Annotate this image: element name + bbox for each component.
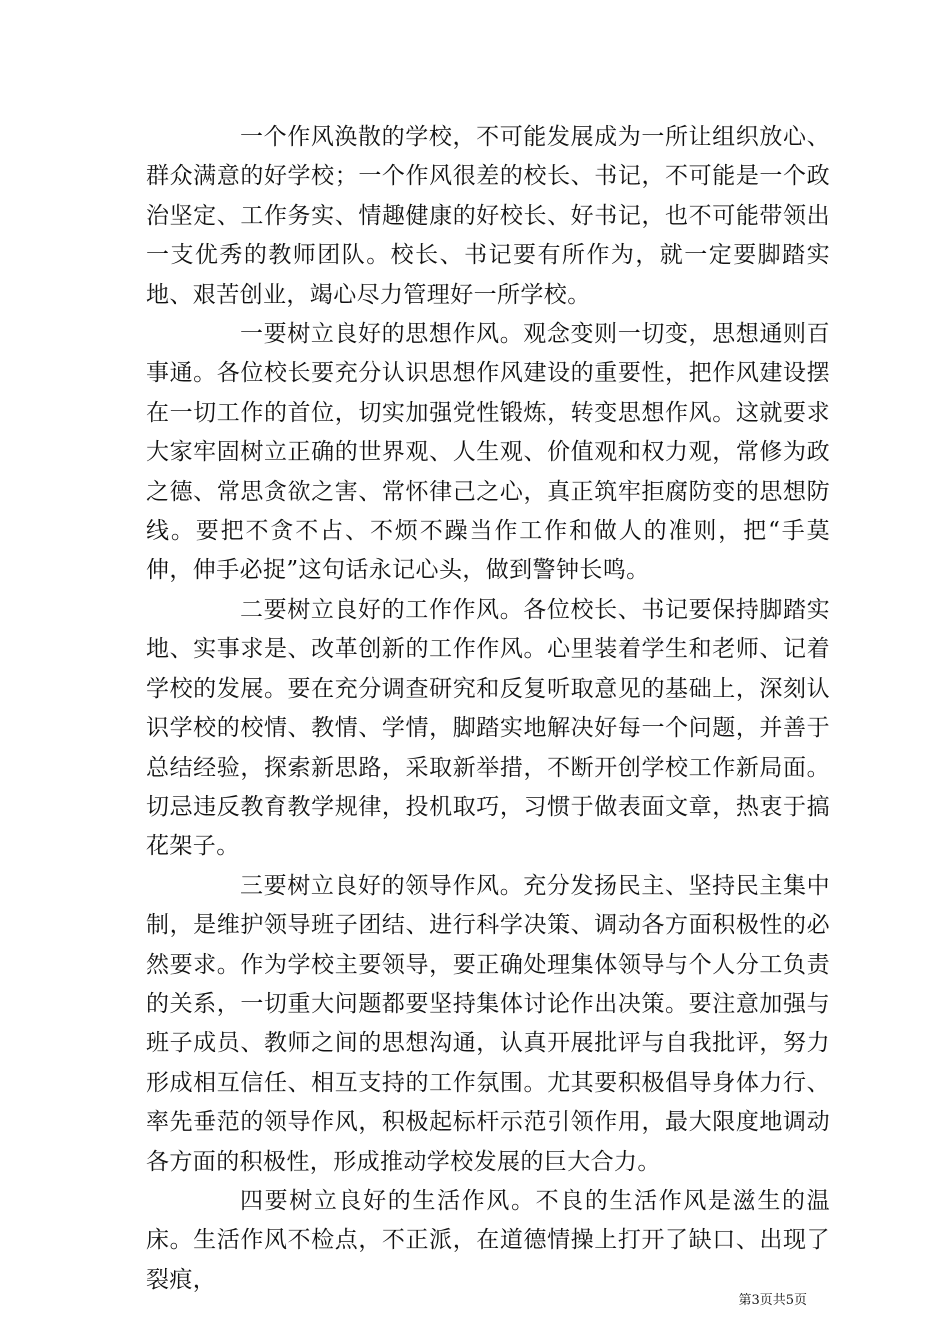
paragraph-life-style: 四要树立良好的生活作风。不良的生活作风是滋生的温床。生活作风不检点，不正派，在道德情操上打开了缺口、出现了裂痕， bbox=[146, 1187, 830, 1293]
document-body bbox=[146, 118, 830, 1300]
paragraph-work-style: 二要树立良好的工作作风。各位校长、书记要保持脚踏实地、实事求是、改革创新的工作作风。心里装着学生和老师、记着学校的发展。要在充分调查研究和反复听取意见的基础上，深刻认识学校的校情、教情、学情，脚踏实地解决好每一个问题，并善于总结经验，探索新思路，采取新举措，不断开创学校工作新局面。切忌违反教育教学规律，投机取巧，习惯于做表面文章，热衷于搞花架子。 bbox=[146, 596, 830, 860]
paragraph-intro: 一个作风涣散的学校，不可能发展成为一所让组织放心、群众满意的好学校；一个作风很差的校长、书记，不可能是一个政治坚定、工作务实、情趣健康的好校长、好书记，也不可能带领出一支优秀的教师团队。校长、书记要有所作为，就一定要脚踏实地、艰苦创业，竭心尽力管理好一所学校。 bbox=[146, 124, 830, 308]
paragraph-thought-style: 一要树立良好的思想作风。观念变则一切变，思想通则百事通。各位校长要充分认识思想作风建设的重要性，把作风建设摆在一切工作的首位，切实加强党性锻炼，转变思想作风。这就要求大家牢固树立正确的世界观、人生观、价值观和权力观，常修为政之德、常思贪欲之害、常怀律己之心，真正筑牢拒腐防变的思想防线。要把不贪不占、不烦不躁当作工作和做人的准则，把“手莫伸，伸手必捉”这句话永记心头，做到警钟长鸣。 bbox=[146, 321, 830, 584]
paragraph-leadership-style: 三要树立良好的领导作风。充分发扬民主、坚持民主集中制，是维护领导班子团结、进行科学决策、调动各方面积极性的必然要求。作为学校主要领导，要正确处理集体领导与个人分工负责的关系，一切重大问题都要坚持集体讨论作出决策。要注意加强与班子成员、教师之间的思想沟通，认真开展批评与自我批评，努力形成相互信任、相互支持的工作氛围。尤其要积极倡导身体力行、率先垂范的领导作风，积极起标杆示范引领作用，最大限度地调动各方面的积极性，形成推动学校发展的巨大合力。 bbox=[146, 872, 830, 1175]
page-number-footer: 第3页共5页 bbox=[738, 1293, 807, 1308]
